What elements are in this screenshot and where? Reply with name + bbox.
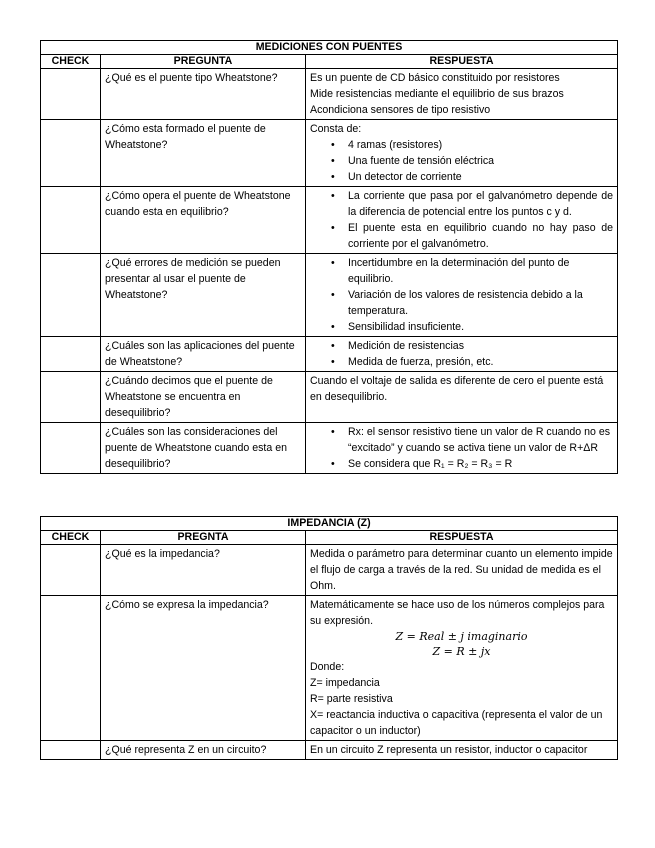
answer-cell [306, 187, 618, 254]
question-cell: ¿Qué es el puente tipo Wheatstone? [101, 69, 306, 120]
bullet-item: • Medida de fuerza, presión, etc. [348, 354, 613, 370]
header-question: PREGNTA [101, 531, 306, 545]
question-cell: ¿Qué representa Z en un circuito? [101, 741, 306, 760]
check-cell[interactable] [41, 187, 101, 254]
table-row [41, 254, 618, 337]
question-cell: ¿Qué errores de medición se pueden presentar al usar el puente de Wheatstone? [101, 254, 306, 337]
bullet-item: • Medición de resistencias [348, 338, 613, 354]
header-check: CHECK [41, 55, 101, 69]
question-cell: ¿Cuándo decimos que el puente de Wheatstone se encuentra en desequilibrio? [101, 372, 306, 423]
check-cell[interactable] [41, 120, 101, 187]
formula-2: Z = R ± jx [432, 645, 491, 658]
answer-cell [306, 337, 618, 372]
answer-line: Acondiciona sensores de tipo resistivo [310, 104, 491, 116]
answer-line: Es un puente de CD básico constituido por resistores [310, 72, 560, 84]
table-row [41, 596, 618, 741]
header-check: CHECK [41, 531, 101, 545]
answer-intro: Consta de: [310, 123, 362, 135]
answer-line: Donde: [310, 661, 345, 673]
bullet-item: • 4 ramas (resistores) [348, 137, 613, 153]
question-cell: ¿Qué es la impedancia? [101, 545, 306, 596]
answer-line: Z= impedancia [310, 677, 380, 689]
table-row [41, 187, 618, 254]
header-answer: RESPUESTA [306, 531, 618, 545]
check-cell[interactable] [41, 254, 101, 337]
check-cell[interactable] [41, 741, 101, 760]
answer-text: Matemáticamente se hace uso de los números complejos para su expresión. [310, 599, 605, 627]
bullet-item: • Un detector de corriente [348, 169, 613, 185]
answer-line: R= parte resistiva [310, 693, 393, 705]
table-row [41, 741, 618, 760]
question-cell: ¿Cómo esta formado el puente de Wheatstone? [101, 120, 306, 187]
bullet-item: • Rx: el sensor resistivo tiene un valor de R cuando no es “excitado” y cuando se activa tiene un valor de R+ΔR [348, 424, 613, 456]
question-cell: ¿Cómo opera el puente de Wheatstone cuando esta en equilibrio? [101, 187, 306, 254]
answer-line: Mide resistencias mediante el equilibrio de sus brazos [310, 88, 564, 100]
bullet-item: • Sensibilidad insuficiente. [348, 319, 613, 335]
bullet-item: • Una fuente de tensión eléctrica [348, 153, 613, 169]
table-title: IMPEDANCIA (Z) [41, 517, 618, 531]
table-row [41, 337, 618, 372]
check-cell[interactable] [41, 545, 101, 596]
check-cell[interactable] [41, 423, 101, 474]
question-cell: ¿Cómo se expresa la impedancia? [101, 596, 306, 741]
header-answer: RESPUESTA [306, 55, 618, 69]
check-cell[interactable] [41, 372, 101, 423]
check-cell[interactable] [41, 69, 101, 120]
answer-cell [306, 120, 618, 187]
answer-cell: Cuando el voltaje de salida es diferente de cero el puente está en desequilibrio. [306, 372, 618, 423]
answer-cell [306, 254, 618, 337]
bullet-item: • Incertidumbre en la determinación del punto de equilibrio. [348, 255, 613, 287]
table-row [41, 545, 618, 596]
header-question: PREGUNTA [101, 55, 306, 69]
answer-line: X= reactancia inductiva o capacitiva (representa el valor de un capacitor o un inductor) [310, 709, 603, 737]
bullet-item: • Variación de los valores de resistencia debido a la temperatura. [348, 287, 613, 319]
bullet-item: • Se considera que R₁ = R₂ = R₃ = R [348, 456, 613, 472]
check-cell[interactable] [41, 337, 101, 372]
bullet-item: • El puente esta en equilibrio cuando no hay paso de corriente por el galvanómetro. [348, 220, 613, 252]
answer-cell: Medida o parámetro para determinar cuanto un elemento impide el flujo de carga a través de la red. Su unidad de medida es el Ohm. [306, 545, 618, 596]
answer-cell [306, 423, 618, 474]
table-row [41, 372, 618, 423]
table-title: MEDICIONES CON PUENTES [41, 41, 618, 55]
table-row [41, 120, 618, 187]
answer-cell [306, 69, 618, 120]
question-cell: ¿Cuáles son las aplicaciones del puente de Wheatstone? [101, 337, 306, 372]
question-cell: ¿Cuáles son las consideraciones del puente de Wheatstone cuando esta en desequilibrio? [101, 423, 306, 474]
answer-cell [306, 596, 618, 741]
table-row [41, 69, 618, 120]
answer-cell: En un circuito Z representa un resistor, inductor o capacitor [306, 741, 618, 760]
impedancia-table [40, 516, 618, 760]
table-row [41, 423, 618, 474]
check-cell[interactable] [41, 596, 101, 741]
formula-1: Z = Real ± j imaginario [395, 630, 528, 643]
mediciones-table [40, 40, 618, 474]
bullet-item: • La corriente que pasa por el galvanómetro depende de la diferencia de potencial entre los puntos c y d. [348, 188, 613, 220]
